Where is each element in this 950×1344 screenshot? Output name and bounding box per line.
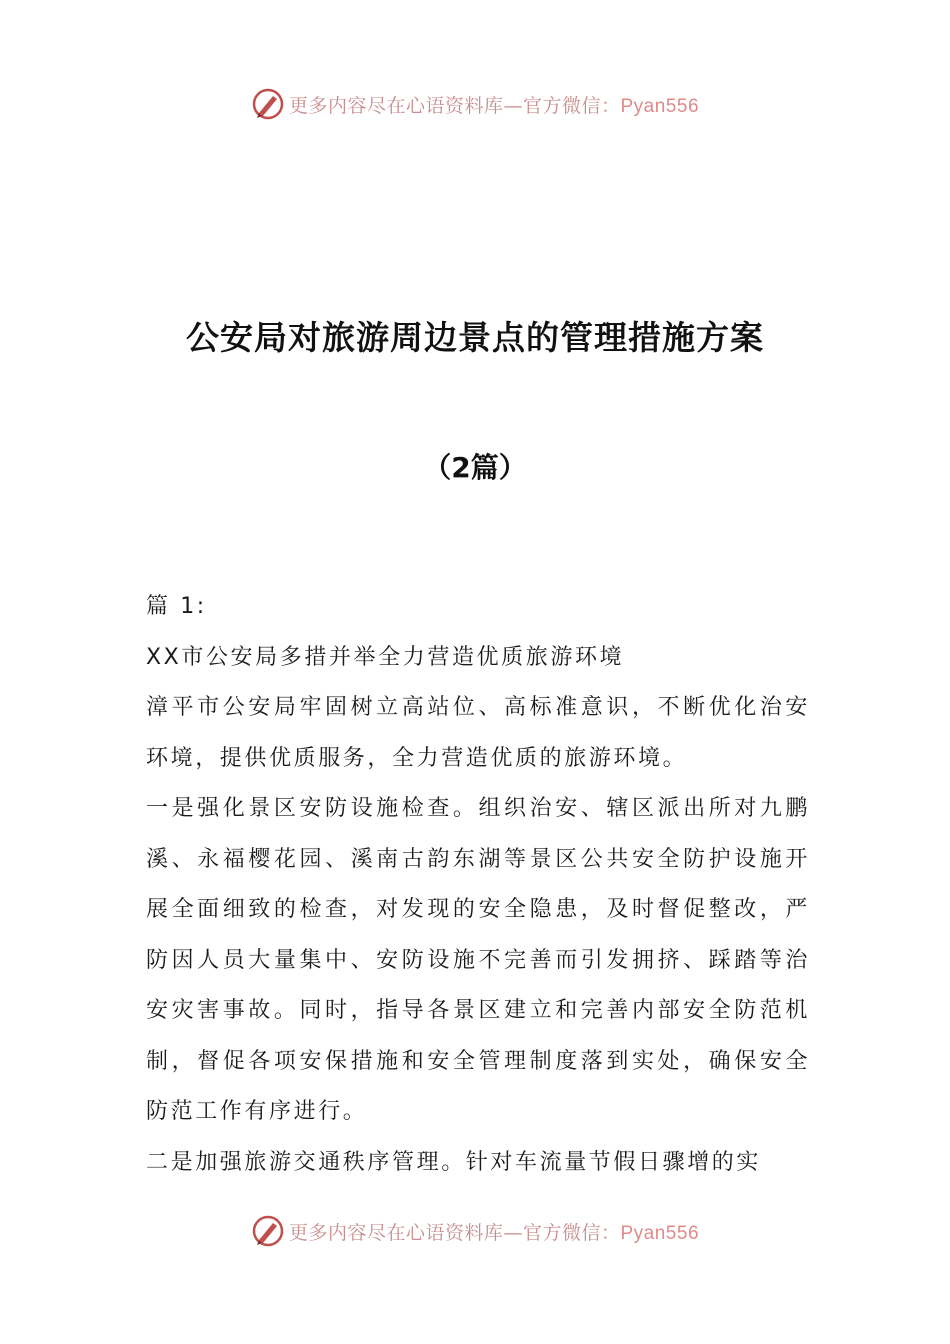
header-watermark <box>0 84 950 124</box>
section-label: 篇 1: <box>146 594 207 619</box>
body-paragraph: 一是强化景区安防设施检查。组织治安、辖区派出所对九鹏溪、永福樱花园、溪南古韵东湖等景区公共安全防护设施开展全面细致的检查，对发现的安全隐患，及时督促整改，严防因人员大量集中、安防设施不完善而引发拥挤、踩踏等治安灾害事故。同时，指导各景区建立和完善内部安全防范机制，督促各项安保措施和安全管理制度落到实处，确保安全防范工作有序进行。 <box>146 796 810 1124</box>
body-paragraph: 二是加强旅游交通秩序管理。针对车流量节假日骤增的实 <box>146 1149 762 1175</box>
document-subtitle: （2篇） <box>423 451 527 484</box>
document-body <box>146 582 810 1188</box>
pen-logo-icon <box>251 87 285 121</box>
pen-logo-icon <box>251 1214 285 1248</box>
article-heading: XX市公安局多措并举全力营造优质旅游环境 <box>146 644 625 670</box>
body-paragraph: 漳平市公安局牢固树立高站位、高标准意识，不断优化治安环境，提供优质服务，全力营造优质的旅游环境。 <box>146 695 810 771</box>
footer-watermark <box>0 1211 950 1251</box>
watermark-text: 更多内容尽在心语资料库—官方微信：Pyan556 <box>288 1221 700 1244</box>
watermark-text: 更多内容尽在心语资料库—官方微信：Pyan556 <box>288 94 700 117</box>
document-title: 公安局对旅游周边景点的管理措施方案 <box>186 318 764 357</box>
